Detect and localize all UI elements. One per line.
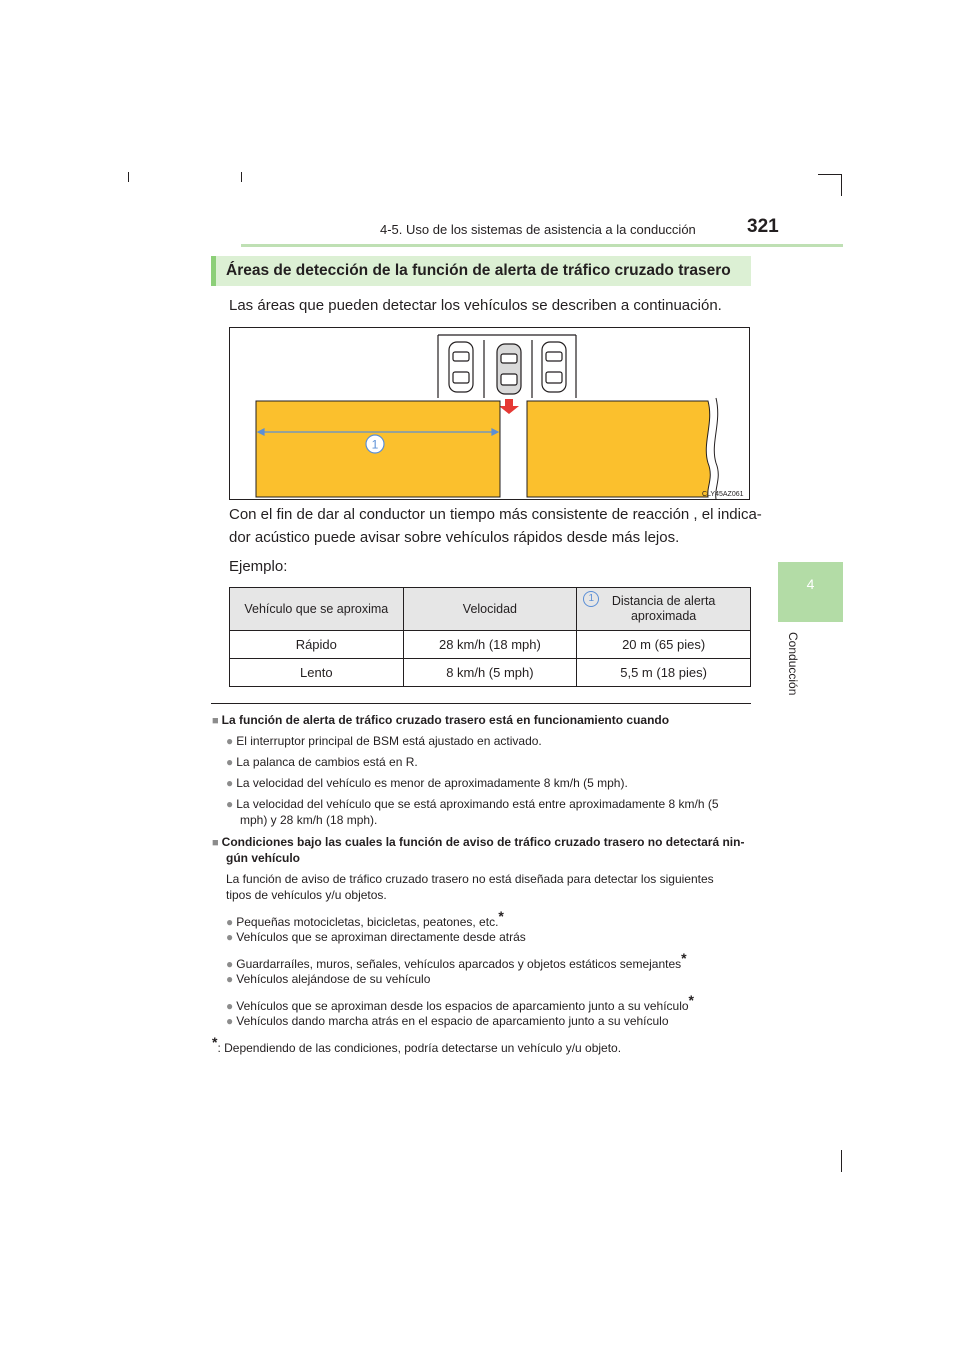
- table-header: [577, 588, 751, 631]
- figure-code: CLY45AZ061: [702, 491, 744, 498]
- running-header: 4-5. Uso de los sistemas de asistencia a la conducción: [380, 222, 696, 237]
- chapter-number: 4: [806, 576, 815, 592]
- bullet-icon: ●: [226, 957, 234, 971]
- table-cell: Rápido: [230, 631, 404, 659]
- bullet-icon: ●: [226, 972, 234, 986]
- crop-mark: [841, 1150, 842, 1172]
- bullet-icon: ●: [226, 797, 234, 811]
- bullet-icon: ●: [226, 999, 234, 1013]
- detection-area-illustration: [230, 328, 749, 499]
- square-bullet-icon: ■: [212, 837, 219, 849]
- list-item: ● El interruptor principal de BSM está ajustado en activado.: [226, 734, 542, 748]
- bullet-icon: ●: [226, 930, 234, 944]
- note-heading: ■ Condiciones bajo las cuales la función de aviso de tráfico cruzado trasero no detectará nin-: [212, 835, 745, 849]
- paragraph-line: dor acústico puede avisar sobre vehículos rápidos desde más lejos.: [229, 529, 680, 546]
- crop-mark: [841, 174, 842, 196]
- table-row: [230, 631, 751, 659]
- section-title: Áreas de detección de la función de alerta de tráfico cruzado trasero: [211, 256, 751, 286]
- footnote: *: Dependiendo de las condiciones, podría detectarse un vehículo y/u objeto.: [212, 1034, 622, 1055]
- bullet-icon: ●: [226, 915, 234, 929]
- bullet-icon: ●: [226, 1014, 234, 1028]
- table-header-marker: 1: [583, 591, 599, 607]
- crop-mark: [241, 172, 242, 182]
- table-header-row: [230, 588, 751, 631]
- table-cell: 5,5 m (18 pies): [577, 659, 751, 687]
- example-label: Ejemplo:: [229, 558, 288, 575]
- list-item-continuation: mph) y 28 km/h (18 mph).: [240, 813, 378, 827]
- asterisk-mark: *: [681, 950, 687, 966]
- list-item: ● Vehículos que se aproximan desde los espacios de aparcamiento junto a su vehículo*: [226, 992, 694, 1013]
- square-bullet-icon: ■: [212, 715, 219, 727]
- crop-mark: [818, 174, 842, 175]
- list-item: ● Vehículos que se aproximan directamente desde atrás: [226, 930, 526, 944]
- notes-divider: [211, 703, 751, 704]
- header-rule: [241, 244, 843, 247]
- list-item: ● Pequeñas motocicletas, bicicletas, peatones, etc.*: [226, 908, 504, 929]
- table-header: Vehículo que se aproxima: [230, 588, 404, 631]
- asterisk-mark: *: [688, 992, 694, 1008]
- page-number: 321: [747, 216, 779, 237]
- chapter-tab: [778, 562, 843, 622]
- table-header-line: aproximada: [630, 609, 697, 623]
- list-item: ● La palanca de cambios está en R.: [226, 755, 418, 769]
- detection-area-figure: [229, 327, 750, 500]
- detection-zone-right: [527, 401, 710, 497]
- alert-distance-table: [229, 587, 751, 687]
- note-heading-continuation: gún vehículo: [226, 851, 301, 865]
- bullet-icon: ●: [226, 776, 234, 790]
- list-item: ● La velocidad del vehículo es menor de aproximadamente 8 km/h (5 mph).: [226, 776, 628, 790]
- intro-text: Las áreas que pueden detectar los vehículos se describen a continuación.: [229, 297, 722, 314]
- table-cell: Lento: [230, 659, 404, 687]
- crop-mark: [128, 172, 129, 182]
- table-row: [230, 659, 751, 687]
- chapter-label: [786, 632, 804, 712]
- own-car-icon: [497, 344, 521, 394]
- break-line: [714, 398, 718, 499]
- parked-car-left-icon: [449, 342, 473, 392]
- paragraph-line: Con el fin de dar al conductor un tiempo más consistente de reacción , el indica-: [229, 506, 762, 523]
- table-header-line: Distancia de alerta: [611, 594, 716, 608]
- figure-callout-label: 1: [371, 437, 379, 452]
- parked-car-right-icon: [542, 342, 566, 392]
- list-item: ● La velocidad del vehículo que se está aproximando está entre aproximadamente 8 km/h (5: [226, 797, 719, 811]
- asterisk-mark: *: [212, 1034, 218, 1050]
- list-item: ● Vehículos dando marcha atrás en el espacio de aparcamiento junto a su vehículo: [226, 1014, 669, 1028]
- table-cell: 20 m (65 pies): [577, 631, 751, 659]
- table-header: Velocidad: [403, 588, 577, 631]
- bullet-icon: ●: [226, 755, 234, 769]
- note-paragraph: La función de aviso de tráfico cruzado trasero no está diseñada para detectar los siguientes: [226, 872, 714, 886]
- asterisk-mark: *: [498, 908, 504, 924]
- bullet-icon: ●: [226, 734, 234, 748]
- list-item: ● Guardarraíles, muros, señales, vehículos aparcados y objetos estáticos semejantes*: [226, 950, 687, 971]
- table-cell: 28 km/h (18 mph): [403, 631, 577, 659]
- list-item: ● Vehículos alejándose de su vehículo: [226, 972, 431, 986]
- reverse-arrow-icon: [499, 399, 519, 414]
- chapter-name: Conducción: [786, 632, 800, 696]
- note-paragraph: tipos de vehículos y/u objetos.: [226, 888, 387, 902]
- table-cell: 8 km/h (5 mph): [403, 659, 577, 687]
- note-heading: ■ La función de alerta de tráfico cruzado trasero está en funcionamiento cuando: [212, 713, 670, 727]
